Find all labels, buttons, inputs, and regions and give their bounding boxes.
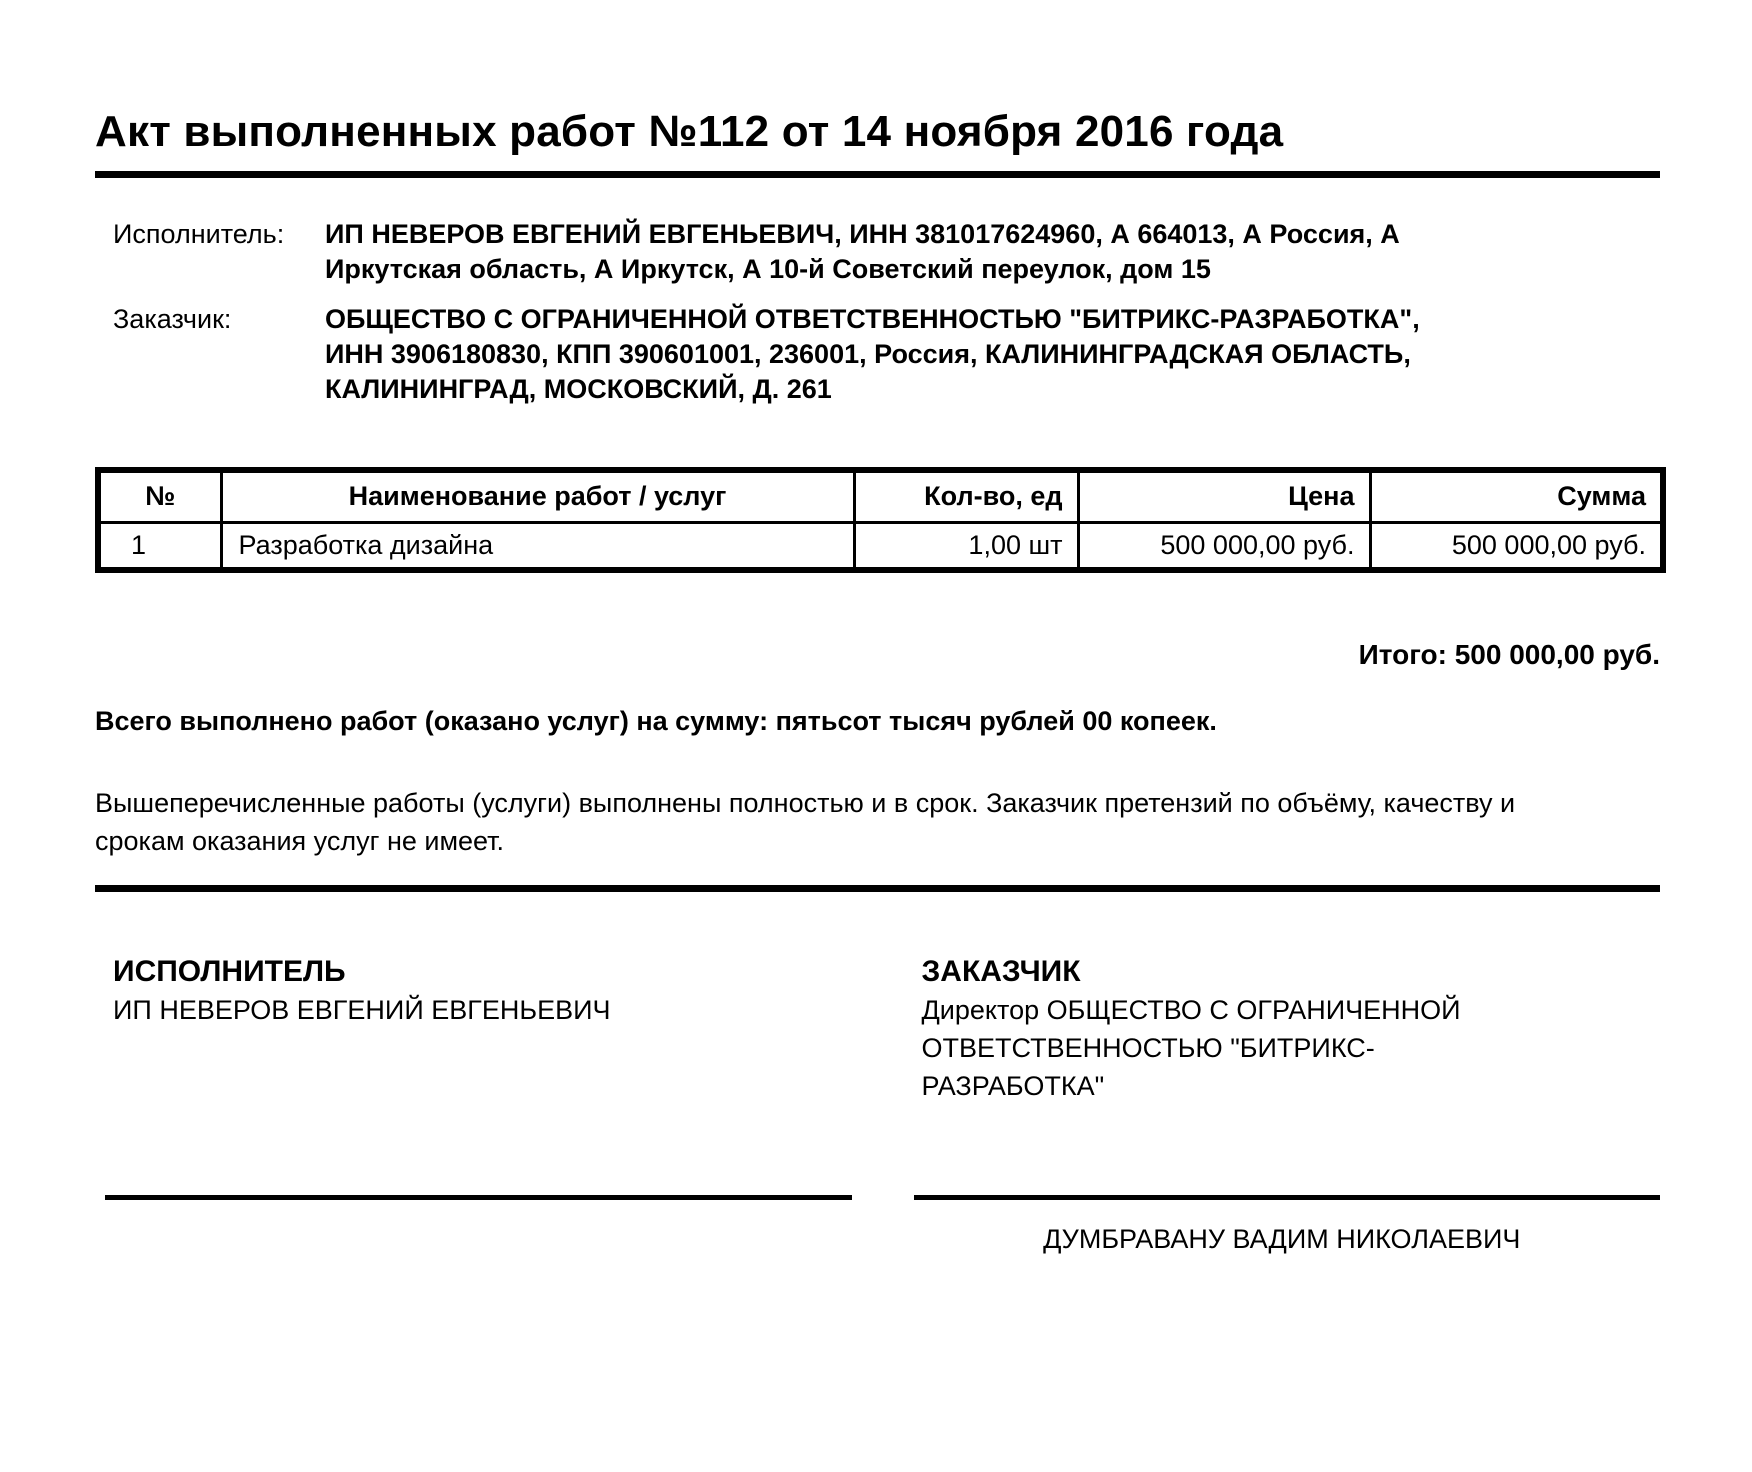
executor-signature-text <box>95 953 852 1195</box>
total-line: Итого: 500 000,00 руб. <box>1358 639 1660 670</box>
customer-label: Заказчик: <box>113 304 232 334</box>
signature-section <box>95 953 1660 1256</box>
cell-work-name: Разработка дизайна <box>221 522 854 570</box>
signature-divider-rule <box>95 885 1660 892</box>
executor-label: Исполнитель: <box>113 219 285 249</box>
cell-quantity: 1,00 шт <box>854 522 1078 570</box>
title-divider-rule <box>95 171 1660 178</box>
header-quantity: Кол-во, ед <box>854 470 1078 522</box>
customer-heading: ЗАКАЗЧИК <box>921 955 1081 988</box>
customer-details: ОБЩЕСТВО С ОГРАНИЧЕННОЙ ОТВЕТСТВЕННОСТЬЮ "БИТРИКС-РАЗРАБОТКА", ИНН 3906180830, КПП 390601001, 236001, Россия, КАЛИНИНГРАДСКАЯ ОБЛАСТЬ, КАЛИНИНГРАД, МОСКОВСКИЙ, Д. 261 <box>325 304 1420 404</box>
executor-name: ИП НЕВЕРОВ ЕВГЕНИЙ ЕВГЕНЬЕВИЧ <box>113 995 611 1025</box>
customer-name: Директор ОБЩЕСТВО С ОГРАНИЧЕННОЙ ОТВЕТСТВЕННОСТЬЮ "БИТРИКС-РАЗРАБОТКА" <box>921 995 1461 1101</box>
page-title: Акт выполненных работ №112 от 14 ноября 2016 года <box>95 107 1284 156</box>
cell-price: 500 000,00 руб. <box>1078 522 1370 570</box>
executor-signature-line <box>105 1195 852 1200</box>
executor-heading: ИСПОЛНИТЕЛЬ <box>113 955 346 988</box>
header-sum: Сумма <box>1370 470 1663 522</box>
customer-signature-block <box>904 953 1661 1256</box>
cell-number: 1 <box>98 522 221 570</box>
works-table <box>95 467 1666 573</box>
table-header-row <box>98 470 1663 522</box>
executor-signature-block <box>95 953 852 1256</box>
party-row-executor <box>113 217 1660 287</box>
header-price: Цена <box>1078 470 1370 522</box>
header-work-name: Наименование работ / услуг <box>221 470 854 522</box>
party-row-customer <box>113 302 1660 407</box>
completion-note: Вышеперечисленные работы (услуги) выполнены полностью и в срок. Заказчик претензий по объёму, качеству и срокам оказания услуг не имеет. <box>95 788 1516 856</box>
customer-signature-text <box>904 953 1661 1195</box>
amount-in-words: Всего выполнено работ (оказано услуг) на сумму: пятьсот тысяч рублей 00 копеек. <box>95 706 1217 736</box>
table-row <box>98 522 1663 570</box>
cell-sum: 500 000,00 руб. <box>1370 522 1663 570</box>
signatory-name: ДУМБРАВАНУ ВАДИМ НИКОЛАЕВИЧ <box>1043 1224 1521 1254</box>
executor-details: ИП НЕВЕРОВ ЕВГЕНИЙ ЕВГЕНЬЕВИЧ, ИНН 381017624960, А 664013, А Россия, А Иркутская область, А Иркутск, А 10-й Советский переулок, дом 15 <box>325 219 1400 284</box>
parties-block <box>95 217 1660 407</box>
header-number: № <box>98 470 221 522</box>
customer-signature-line <box>914 1195 1661 1200</box>
